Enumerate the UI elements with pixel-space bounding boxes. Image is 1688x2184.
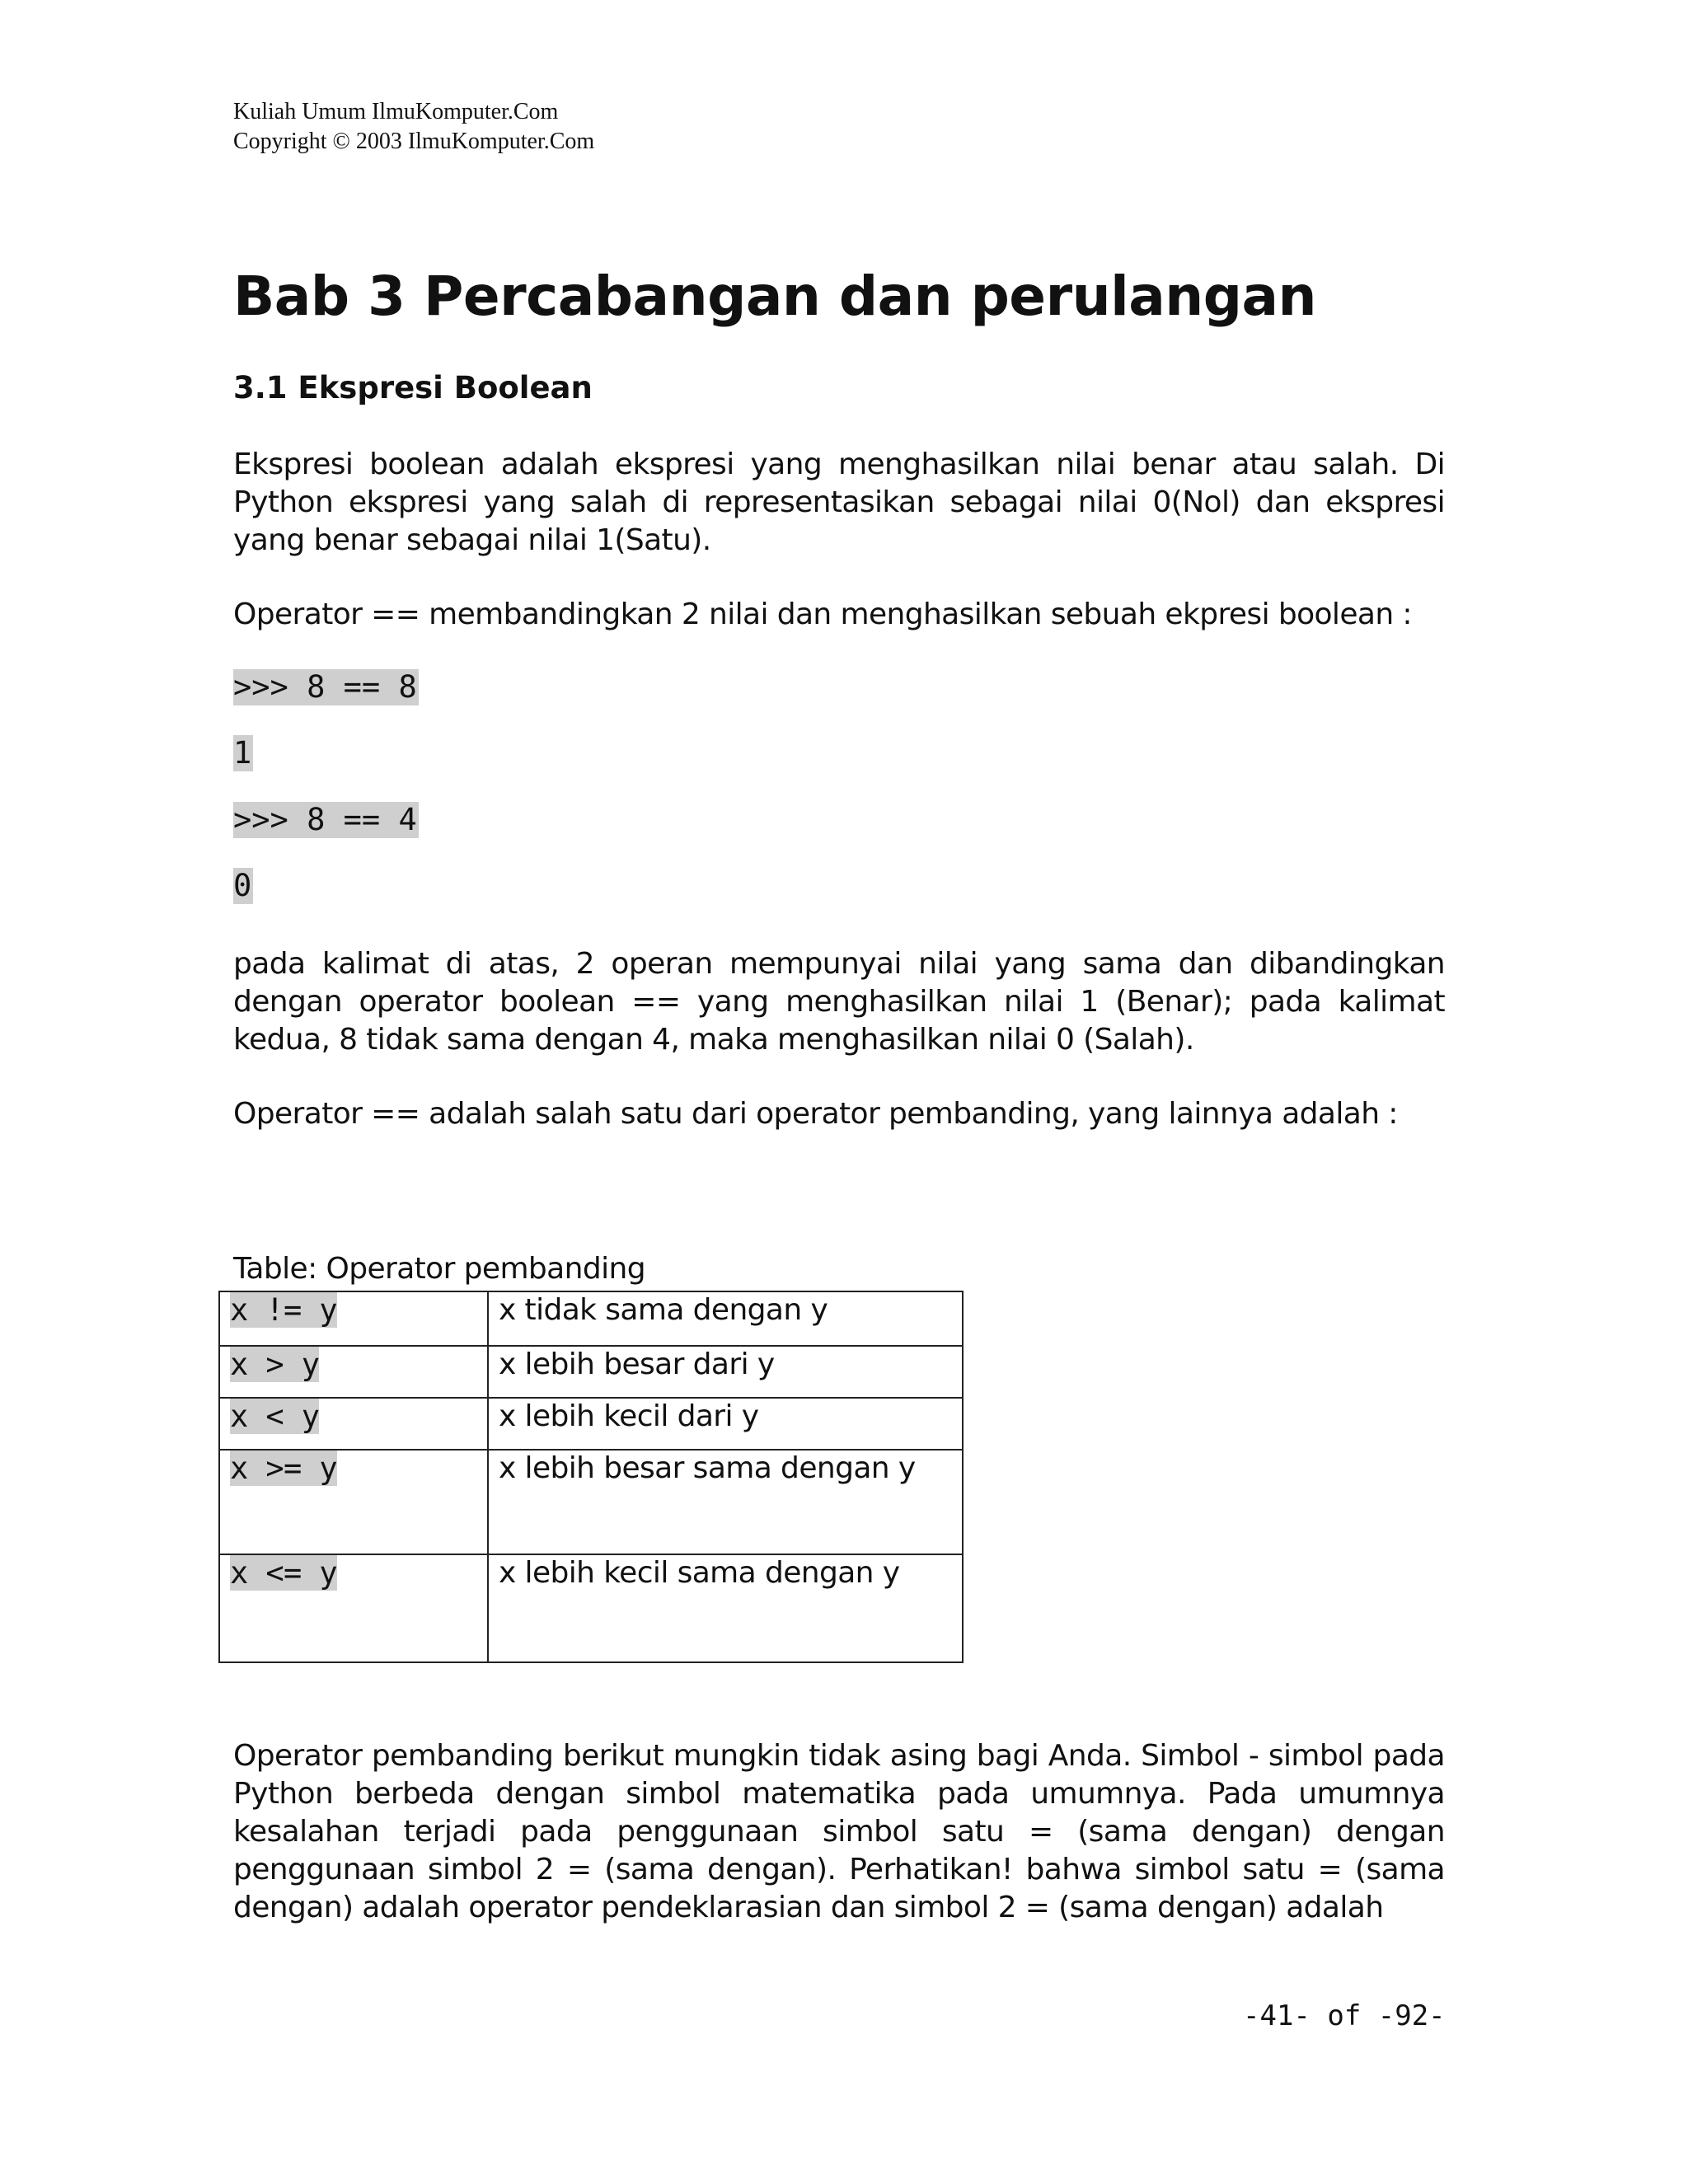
- header-line-2: Copyright © 2003 IlmuKomputer.Com: [233, 129, 595, 154]
- description-cell: x lebih kecil dari y: [488, 1398, 963, 1450]
- code-line-3: >>> 8 == 4: [233, 802, 417, 837]
- table-row: [219, 1398, 963, 1450]
- operator-table: [218, 1291, 964, 1663]
- page-header: [233, 97, 594, 157]
- code-line-4: 0: [233, 868, 252, 903]
- operator-cell: [219, 1346, 488, 1398]
- operator-cell: [219, 1450, 488, 1554]
- paragraph-operator-eq: Operator == membandingkan 2 nilai dan menghasilkan sebuah ekpresi boolean :: [233, 598, 1412, 631]
- table-caption: Table: Operator pembanding: [233, 1252, 645, 1286]
- code-line-2: 1: [233, 735, 252, 771]
- operator-cell: [219, 1291, 488, 1346]
- code-line-1: >>> 8 == 8: [233, 669, 417, 705]
- paragraph-other-operators: Operator == adalah salah satu dari operator pembanding, yang lainnya adalah :: [233, 1097, 1398, 1131]
- table-row: [219, 1346, 963, 1398]
- paragraph-comparison-notes: Operator pembanding berikut mungkin tidak asing bagi Anda. Simbol - simbol pada Python berbeda dengan simbol matematika pada umumnya. Pada umumnya kesalahan terjadi pada penggunaan simbol satu = (sama dengan) dengan penggunaan simbol 2 = (sama dengan). Perhatikan! bahwa simbol satu = (sama dengan) adalah operator pendeklarasian dan simbol 2 = (sama dengan) adalah: [233, 1739, 1445, 1924]
- operator-code: x >= y: [230, 1451, 338, 1486]
- paragraph-explanation: pada kalimat di atas, 2 operan mempunyai nilai yang sama dan dibandingkan dengan operator boolean == yang menghasilkan nilai 1 (Benar); pada kalimat kedua, 8 tidak sama dengan 4, maka menghasilkan nilai 0 (Salah).: [233, 947, 1445, 1057]
- description-cell: x tidak sama dengan y: [488, 1291, 963, 1346]
- table-row: [219, 1450, 963, 1554]
- description-cell: x lebih besar dari y: [488, 1346, 963, 1398]
- section-heading: 3.1 Ekspresi Boolean: [233, 370, 593, 405]
- operator-code: x <= y: [230, 1555, 338, 1591]
- description-cell: x lebih besar sama dengan y: [488, 1450, 963, 1554]
- chapter-title: Bab 3 Percabangan dan perulangan: [233, 265, 1317, 328]
- operator-cell: [219, 1554, 488, 1662]
- table-row: [219, 1291, 963, 1346]
- operator-code: x > y: [230, 1347, 320, 1382]
- operator-code: x != y: [230, 1292, 338, 1328]
- page-number: -41- of -92-: [1243, 1999, 1446, 2032]
- header-line-1: Kuliah Umum IlmuKomputer.Com: [233, 99, 559, 124]
- operator-code: x < y: [230, 1399, 320, 1434]
- description-cell: x lebih kecil sama dengan y: [488, 1554, 963, 1662]
- operator-cell: [219, 1398, 488, 1450]
- table-row: [219, 1554, 963, 1662]
- paragraph-intro: Ekspresi boolean adalah ekspresi yang menghasilkan nilai benar atau salah. Di Python ekspresi yang salah di representasikan sebagai nilai 0(Nol) dan ekspresi yang benar sebagai nilai 1(Satu).: [233, 448, 1445, 557]
